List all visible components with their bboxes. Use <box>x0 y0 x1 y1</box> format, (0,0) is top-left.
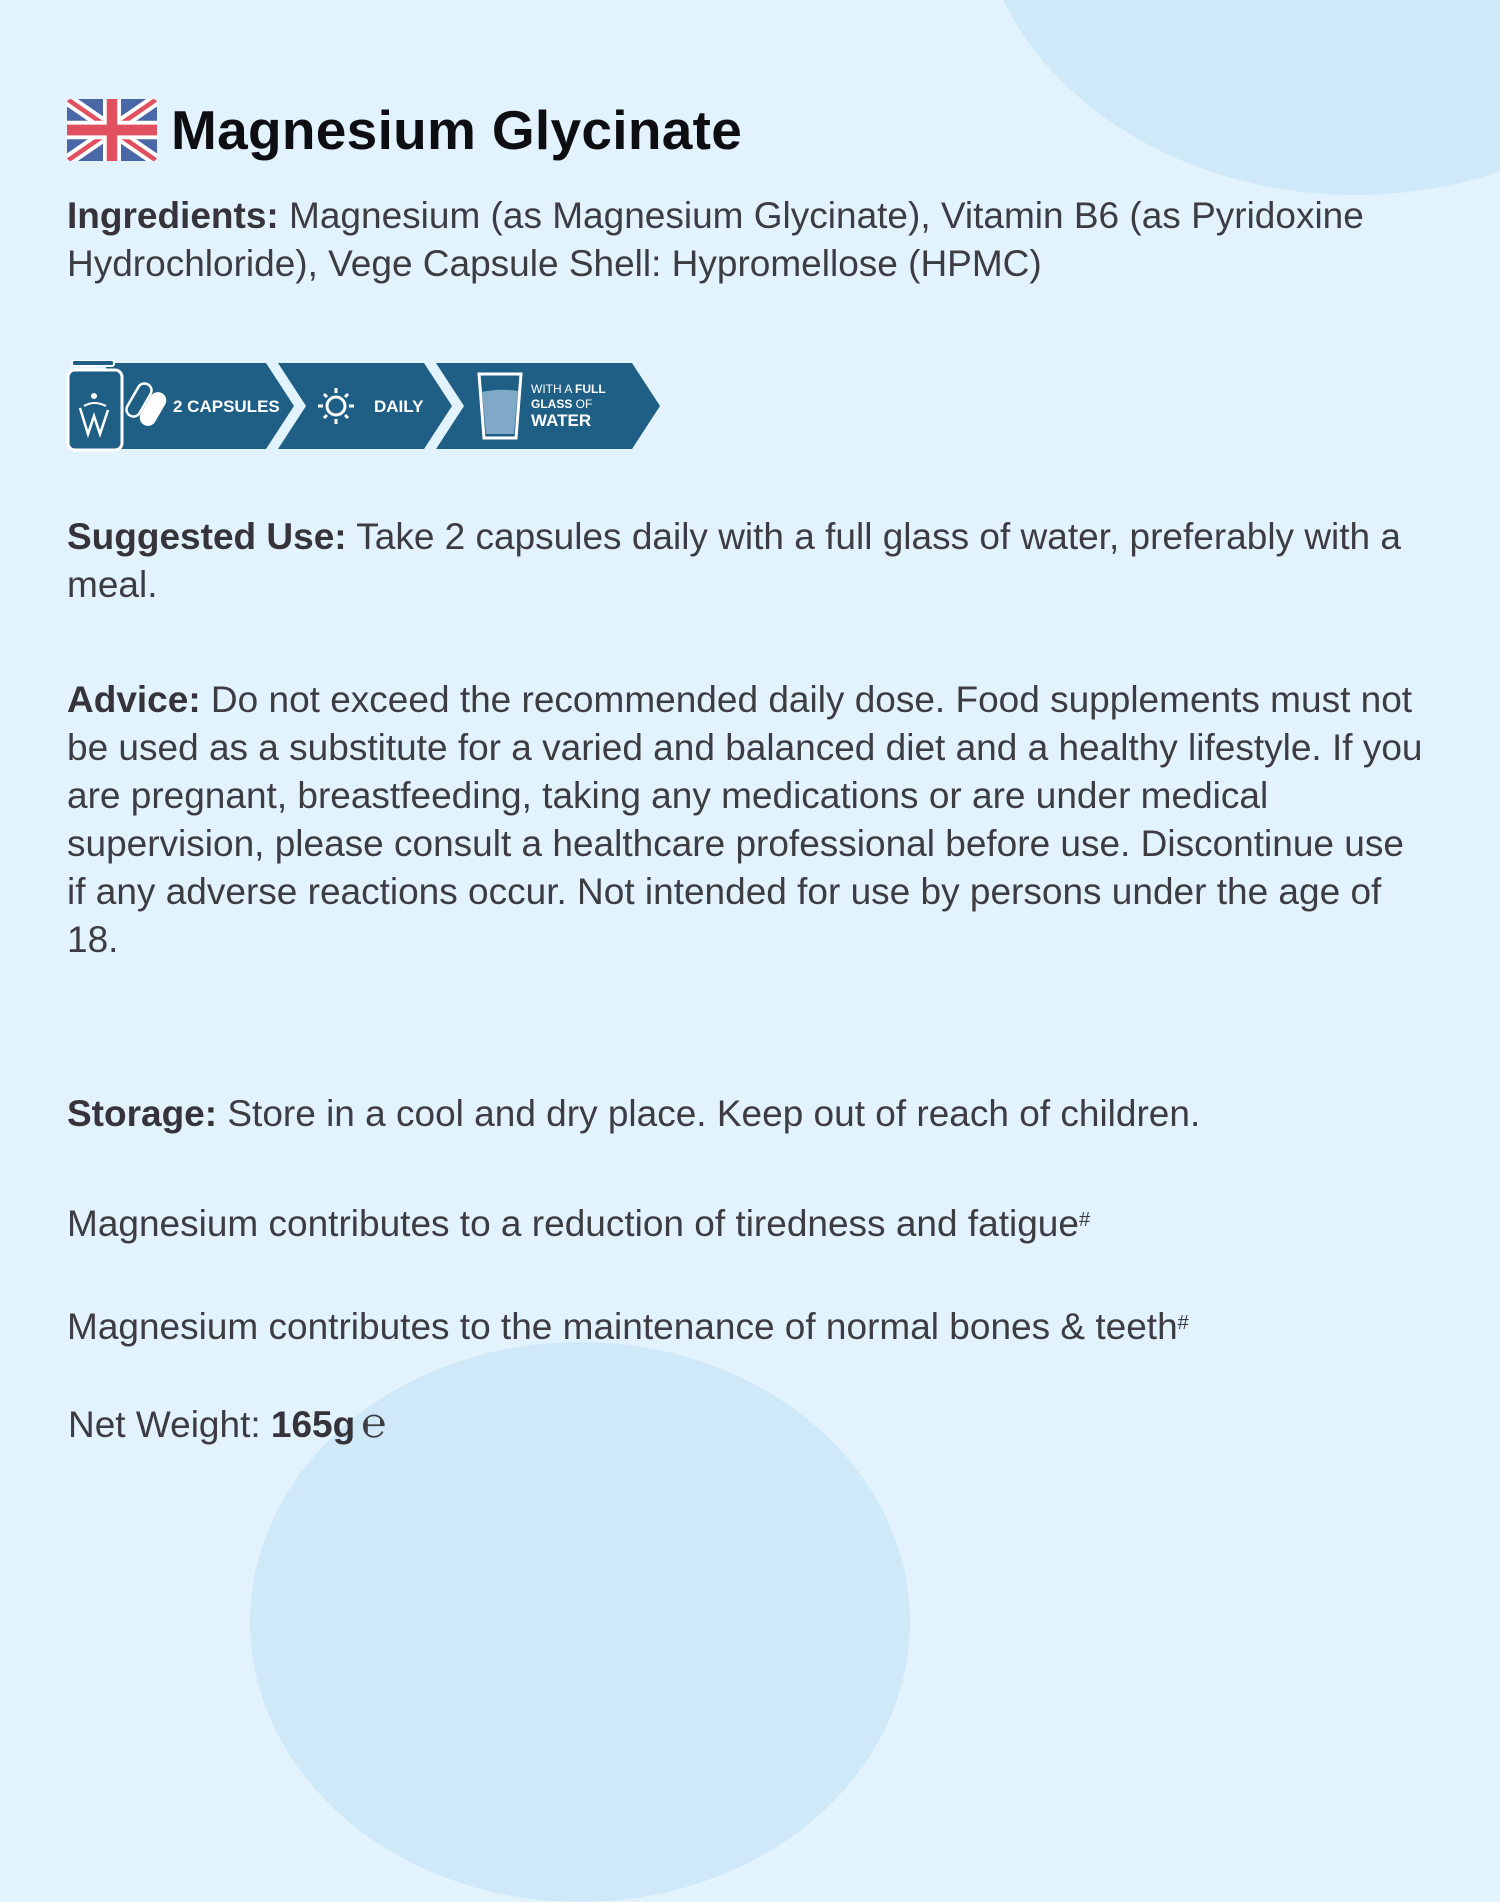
ingredients-label: Ingredients: <box>67 195 279 236</box>
brand-bottle-logo-icon <box>68 360 122 450</box>
water-line2-thin: OF <box>572 397 593 411</box>
net-weight <box>68 1399 1428 1449</box>
water-line1-thin: WITH A <box>531 382 576 396</box>
health-claim <box>67 1200 1427 1248</box>
suggested-use-text: Take 2 capsules daily with a full glass of water, preferably with a meal. <box>67 516 1401 605</box>
footnote-mark: # <box>1177 1312 1189 1334</box>
suggested-use-section <box>67 513 1427 609</box>
storage-label: Storage: <box>67 1093 218 1134</box>
estimated-sign-icon: ℮ <box>361 1398 387 1447</box>
water-line1-bold: FULL <box>575 382 606 396</box>
ingredients-section <box>67 192 1427 288</box>
net-weight-value: 165g <box>270 1404 356 1445</box>
storage-text: Store in a cool and dry place. Keep out of reach of children. <box>217 1093 1201 1134</box>
advice-text: Do not exceed the recommended daily dose. Food supplements must not be used as a substitute for a varied and balanced diet and a healthy lifestyle. If you are pregnant, breastfeeding, taking any medications or are under medical supervision, please consult a healthcare professional before use. Discontinue use if any adverse reactions occur. Not intended for use by persons under the age of 18. <box>67 679 1423 960</box>
step-label-water <box>531 382 606 430</box>
ingredients-text: Magnesium (as Magnesium Glycinate), Vitamin B6 (as Pyridoxine Hydrochloride), Vege Capsule Shell: Hypromellose (HPMC) <box>67 195 1364 284</box>
net-weight-label: Net Weight: <box>68 1404 271 1445</box>
footnote-mark: # <box>1078 1209 1091 1231</box>
health-claim-text: Magnesium contributes to a reduction of tiredness and fatigue <box>67 1203 1079 1244</box>
advice-label: Advice: <box>67 679 201 720</box>
uk-flag-icon <box>67 99 157 161</box>
storage-section <box>67 1090 1427 1138</box>
health-claim <box>67 1303 1427 1351</box>
step-label-capsules: 2 CAPSULES <box>173 397 280 416</box>
water-line3: WATER <box>531 411 592 430</box>
dosage-banner <box>66 360 666 452</box>
water-line2-bold: GLASS <box>531 397 573 411</box>
header <box>67 66 742 195</box>
step-segment-daily <box>278 363 452 449</box>
suggested-use-label: Suggested Use: <box>67 516 347 557</box>
page-title: Magnesium Glycinate <box>171 98 743 161</box>
step-label-daily: DAILY <box>374 397 424 416</box>
health-claim-text: Magnesium contributes to the maintenance of normal bones & teeth <box>67 1306 1178 1347</box>
advice-section <box>67 676 1427 964</box>
